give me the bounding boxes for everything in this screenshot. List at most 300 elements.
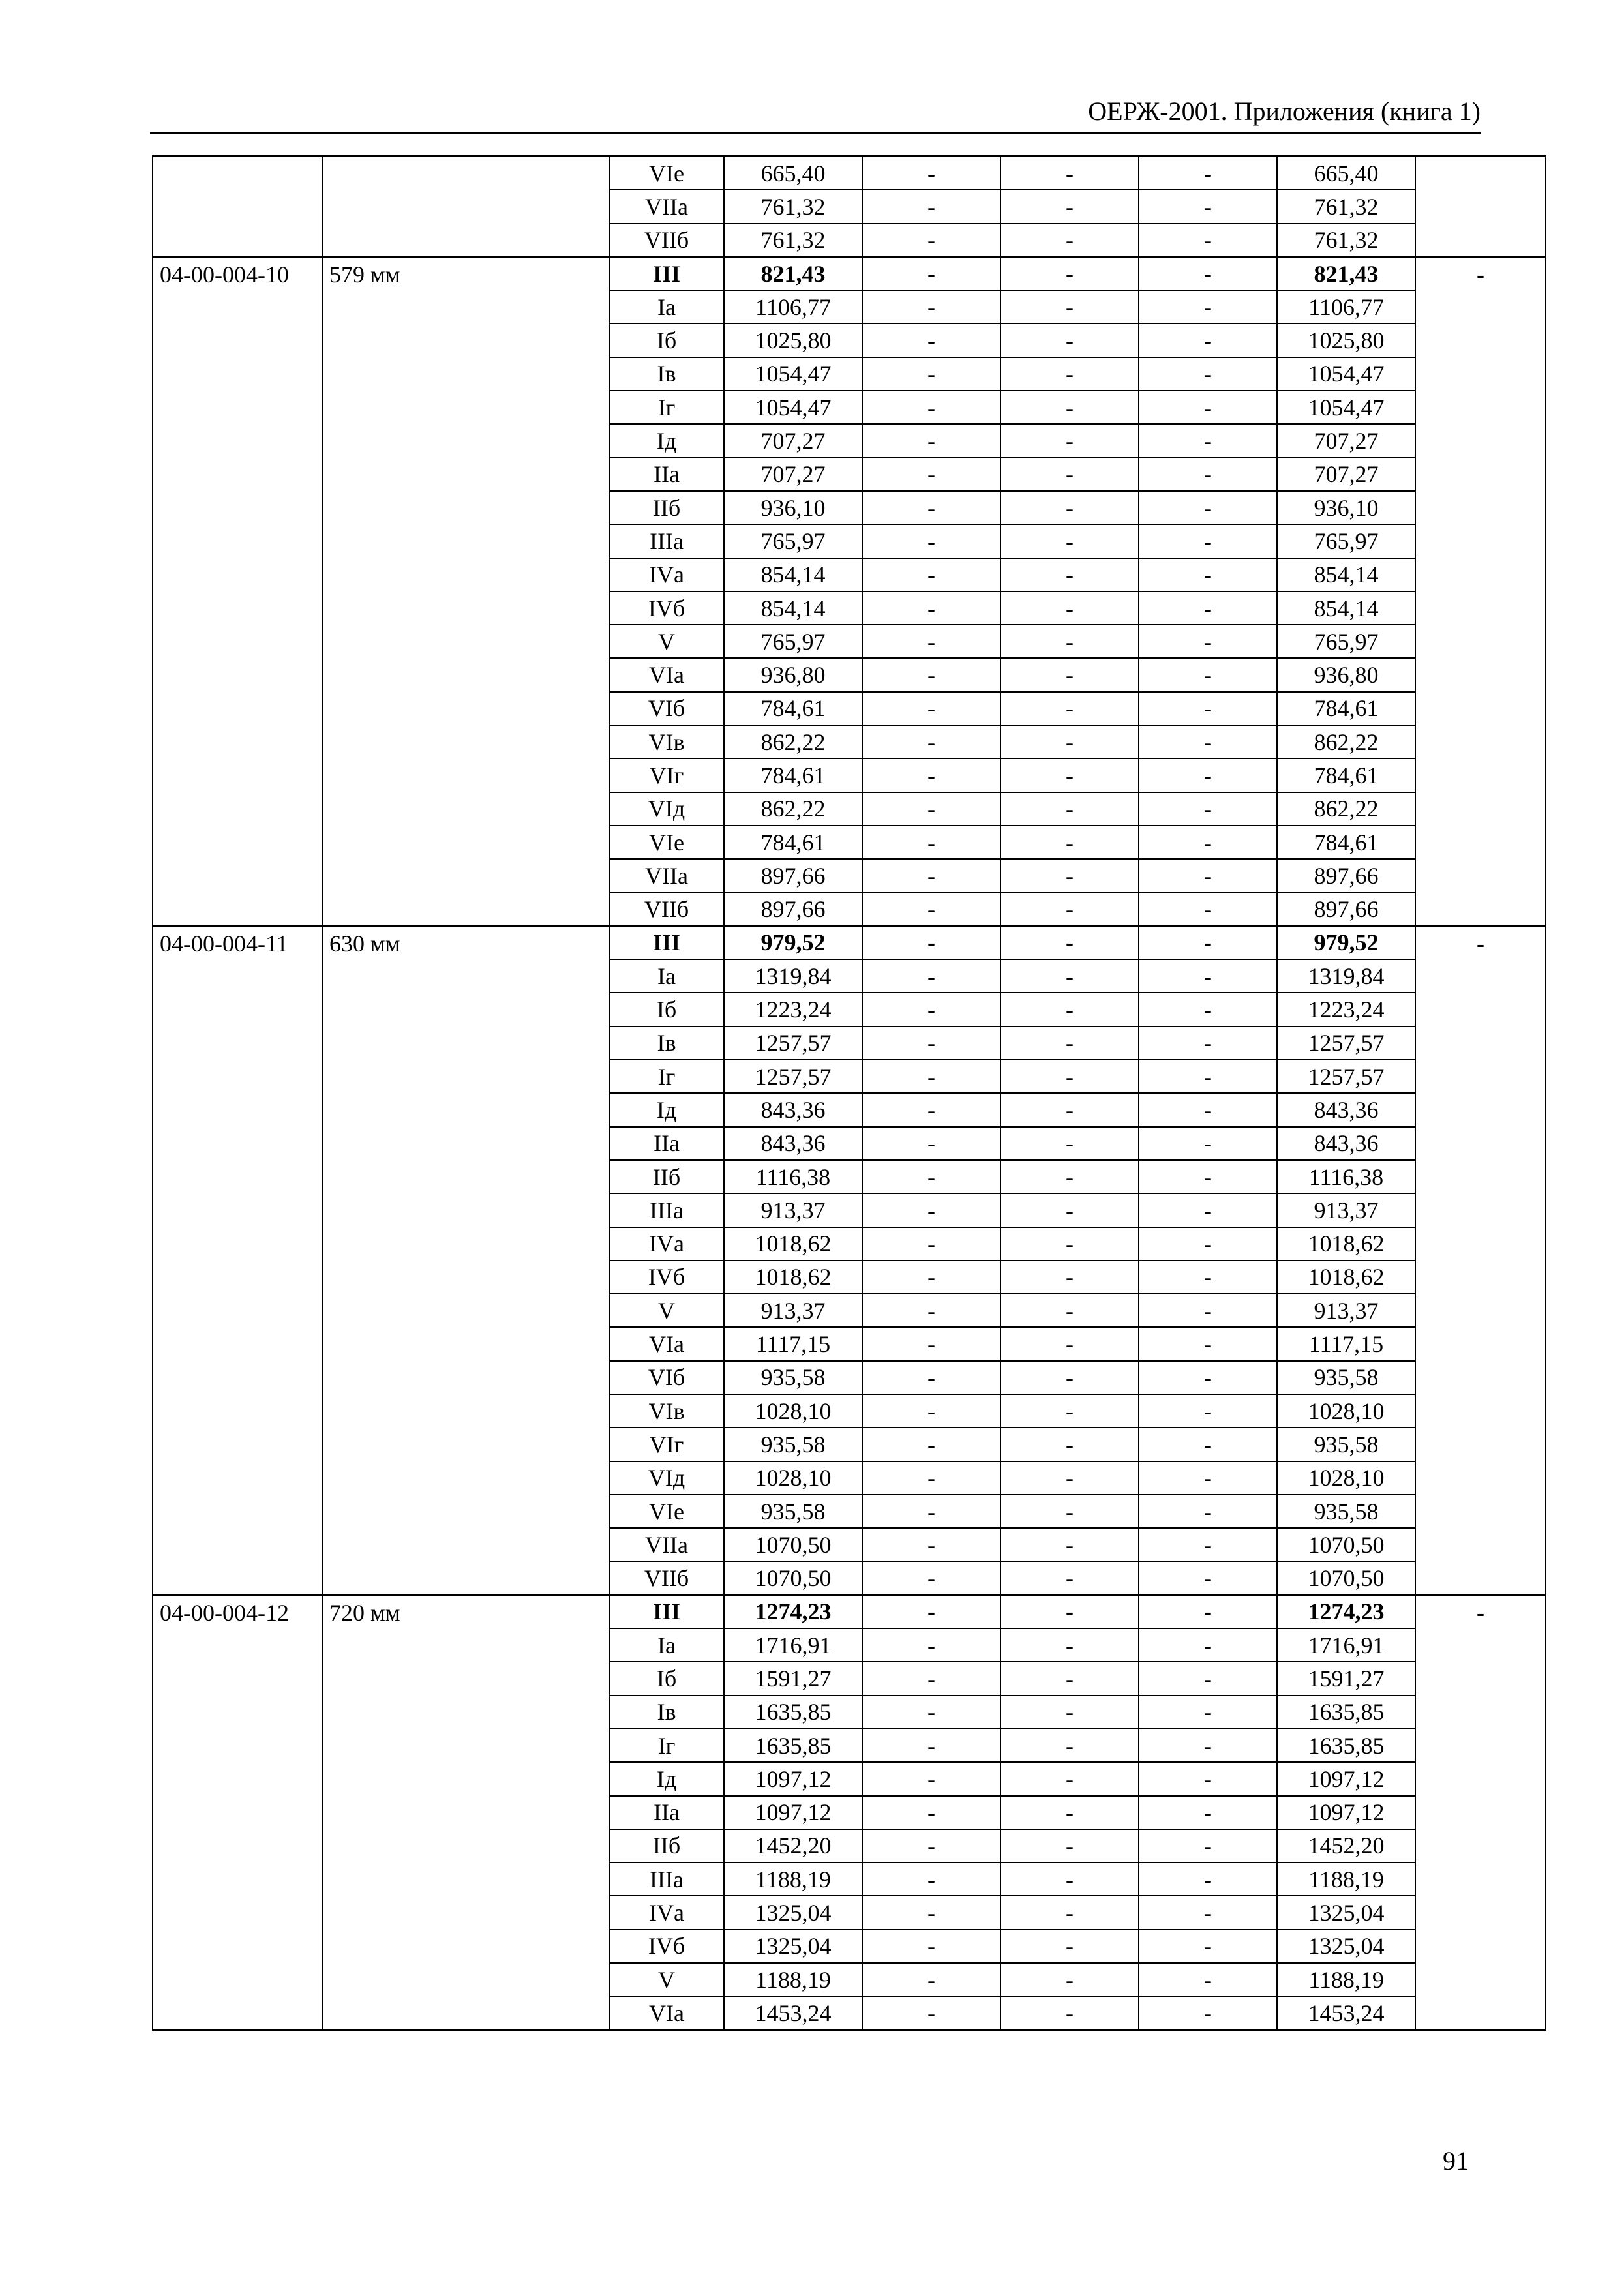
value-cell: -: [1000, 1060, 1139, 1093]
table-row: [153, 1595, 1546, 1628]
value-cell: -: [862, 1394, 1000, 1428]
value-cell: -: [862, 1595, 1000, 1628]
zone-cell: VIа: [609, 1996, 724, 2029]
value-cell: -: [1139, 1160, 1277, 1193]
value-cell: -: [1139, 1361, 1277, 1394]
total-cell: 1257,57: [1277, 1026, 1415, 1060]
value-cell: -: [1000, 1729, 1139, 1762]
value-cell: -: [862, 1093, 1000, 1126]
value-cell: -: [1000, 1996, 1139, 2029]
total-cell: 1716,91: [1277, 1628, 1415, 1662]
total-cell: 1116,38: [1277, 1160, 1415, 1193]
value-cell: -: [1139, 926, 1277, 959]
value-cell: -: [862, 1127, 1000, 1160]
cost-cell: 897,66: [724, 893, 862, 926]
cost-cell: 936,10: [724, 491, 862, 524]
value-cell: -: [862, 1261, 1000, 1294]
value-cell: -: [862, 725, 1000, 758]
value-cell: -: [862, 1327, 1000, 1360]
cost-cell: 1025,80: [724, 323, 862, 357]
value-cell: -: [1000, 157, 1139, 190]
cost-cell: 784,61: [724, 826, 862, 859]
total-cell: 936,10: [1277, 491, 1415, 524]
total-cell: 1070,50: [1277, 1561, 1415, 1594]
total-cell: 1591,27: [1277, 1662, 1415, 1695]
cost-cell: 913,37: [724, 1193, 862, 1227]
value-cell: -: [862, 1662, 1000, 1695]
value-cell: -: [1139, 391, 1277, 424]
value-cell: -: [862, 357, 1000, 391]
table-row: [153, 257, 1546, 290]
zone-cell: VIIа: [609, 859, 724, 892]
item-name-cell: 720 мм: [322, 1595, 609, 2030]
value-cell: -: [1000, 993, 1139, 1026]
total-cell: 1028,10: [1277, 1394, 1415, 1428]
zone-cell: Iб: [609, 1662, 724, 1695]
value-cell: -: [1139, 1394, 1277, 1428]
total-cell: 1635,85: [1277, 1729, 1415, 1762]
value-cell: -: [1000, 1093, 1139, 1126]
zone-cell: IIIа: [609, 1863, 724, 1896]
value-cell: -: [862, 157, 1000, 190]
zone-cell: VIа: [609, 658, 724, 691]
cost-cell: 1054,47: [724, 391, 862, 424]
total-cell: 1025,80: [1277, 323, 1415, 357]
value-cell: -: [862, 257, 1000, 290]
zone-cell: VIв: [609, 725, 724, 758]
value-cell: -: [1000, 224, 1139, 257]
total-cell: 1188,19: [1277, 1963, 1415, 1996]
zone-cell: V: [609, 1294, 724, 1327]
cost-cell: 1325,04: [724, 1896, 862, 1929]
zone-cell: IIб: [609, 1160, 724, 1193]
value-cell: -: [1139, 758, 1277, 792]
header-title: ОЕРЖ-2001. Приложения (книга 1): [1088, 97, 1481, 126]
value-cell: -: [1139, 893, 1277, 926]
value-cell: -: [862, 1829, 1000, 1863]
zone-cell: III: [609, 1595, 724, 1628]
cost-cell: 1028,10: [724, 1461, 862, 1495]
table-body: [153, 157, 1546, 2030]
total-cell: 1018,62: [1277, 1227, 1415, 1261]
value-cell: -: [1000, 257, 1139, 290]
total-cell: 707,27: [1277, 458, 1415, 491]
value-cell: -: [1139, 424, 1277, 457]
value-cell: -: [1000, 1394, 1139, 1428]
value-cell: -: [1000, 1160, 1139, 1193]
value-cell: -: [1139, 1662, 1277, 1695]
total-cell: 1319,84: [1277, 959, 1415, 993]
value-cell: -: [1000, 725, 1139, 758]
value-cell: -: [1000, 391, 1139, 424]
value-cell: -: [1139, 1060, 1277, 1093]
value-cell: -: [1000, 1963, 1139, 1996]
cost-cell: 1635,85: [724, 1696, 862, 1729]
zone-cell: Iг: [609, 391, 724, 424]
value-cell: -: [1139, 959, 1277, 993]
total-cell: 761,32: [1277, 190, 1415, 223]
note-cell: [1415, 157, 1546, 257]
value-cell: -: [1139, 1930, 1277, 1963]
value-cell: -: [1139, 290, 1277, 323]
value-cell: -: [1139, 491, 1277, 524]
value-cell: -: [1000, 357, 1139, 391]
zone-cell: VIIа: [609, 1528, 724, 1561]
total-cell: 897,66: [1277, 859, 1415, 892]
value-cell: -: [862, 826, 1000, 859]
note-cell: -: [1415, 257, 1546, 926]
value-cell: -: [1139, 1428, 1277, 1461]
cost-cell: 854,14: [724, 591, 862, 625]
value-cell: -: [1000, 1495, 1139, 1528]
value-cell: -: [1139, 1762, 1277, 1795]
value-cell: -: [862, 524, 1000, 558]
value-cell: -: [862, 458, 1000, 491]
value-cell: -: [862, 1561, 1000, 1594]
zone-cell: IVб: [609, 591, 724, 625]
value-cell: -: [1139, 1628, 1277, 1662]
cost-cell: 707,27: [724, 424, 862, 457]
total-cell: 862,22: [1277, 725, 1415, 758]
total-cell: 913,37: [1277, 1193, 1415, 1227]
zone-cell: IIб: [609, 491, 724, 524]
value-cell: -: [862, 625, 1000, 658]
value-cell: -: [862, 792, 1000, 826]
total-cell: 707,27: [1277, 424, 1415, 457]
value-cell: -: [1000, 658, 1139, 691]
total-cell: 1274,23: [1277, 1595, 1415, 1628]
value-cell: -: [1139, 224, 1277, 257]
value-cell: -: [1139, 1261, 1277, 1294]
total-cell: 1097,12: [1277, 1796, 1415, 1829]
total-cell: 935,58: [1277, 1495, 1415, 1528]
value-cell: -: [862, 558, 1000, 591]
cost-cell: 1319,84: [724, 959, 862, 993]
value-cell: -: [862, 959, 1000, 993]
cost-cell: 1274,23: [724, 1595, 862, 1628]
value-cell: -: [1000, 1327, 1139, 1360]
zone-cell: VIе: [609, 157, 724, 190]
total-cell: 897,66: [1277, 893, 1415, 926]
value-cell: -: [1139, 1963, 1277, 1996]
zone-cell: Iб: [609, 993, 724, 1026]
value-cell: -: [862, 1361, 1000, 1394]
total-cell: 854,14: [1277, 558, 1415, 591]
value-cell: -: [1139, 157, 1277, 190]
cost-cell: 935,58: [724, 1495, 862, 1528]
value-cell: -: [1000, 1461, 1139, 1495]
cost-cell: 1188,19: [724, 1963, 862, 1996]
zone-cell: IVа: [609, 558, 724, 591]
cost-cell: 862,22: [724, 725, 862, 758]
value-cell: -: [1139, 357, 1277, 391]
value-cell: -: [1000, 1561, 1139, 1594]
total-cell: 1054,47: [1277, 391, 1415, 424]
price-table: [152, 155, 1546, 2031]
table-row: [153, 157, 1546, 190]
cost-cell: 1106,77: [724, 290, 862, 323]
value-cell: -: [1139, 190, 1277, 223]
cost-cell: 1054,47: [724, 357, 862, 391]
total-cell: 1325,04: [1277, 1930, 1415, 1963]
value-cell: -: [1000, 792, 1139, 826]
zone-cell: VIIб: [609, 893, 724, 926]
value-cell: -: [862, 658, 1000, 691]
zone-cell: VIIб: [609, 1561, 724, 1594]
zone-cell: V: [609, 625, 724, 658]
value-cell: -: [1139, 1294, 1277, 1327]
zone-cell: VIв: [609, 1394, 724, 1428]
cost-cell: 979,52: [724, 926, 862, 959]
value-cell: -: [862, 1628, 1000, 1662]
cost-cell: 1028,10: [724, 1394, 862, 1428]
cost-cell: 1070,50: [724, 1528, 862, 1561]
total-cell: 1018,62: [1277, 1261, 1415, 1294]
cost-cell: 1635,85: [724, 1729, 862, 1762]
value-cell: -: [862, 491, 1000, 524]
zone-cell: IIа: [609, 458, 724, 491]
total-cell: 1028,10: [1277, 1461, 1415, 1495]
cost-cell: 1453,24: [724, 1996, 862, 2029]
zone-cell: IVа: [609, 1227, 724, 1261]
cost-cell: 843,36: [724, 1127, 862, 1160]
value-cell: -: [862, 1796, 1000, 1829]
zone-cell: Iв: [609, 1026, 724, 1060]
cost-cell: 707,27: [724, 458, 862, 491]
total-cell: 784,61: [1277, 758, 1415, 792]
zone-cell: III: [609, 257, 724, 290]
value-cell: -: [1000, 1261, 1139, 1294]
note-cell: -: [1415, 926, 1546, 1595]
value-cell: -: [1139, 323, 1277, 357]
value-cell: -: [1139, 1495, 1277, 1528]
value-cell: -: [1000, 1294, 1139, 1327]
value-cell: -: [862, 1227, 1000, 1261]
cost-cell: 854,14: [724, 558, 862, 591]
value-cell: -: [862, 290, 1000, 323]
total-cell: 1257,57: [1277, 1060, 1415, 1093]
value-cell: -: [1000, 591, 1139, 625]
zone-cell: Iб: [609, 323, 724, 357]
zone-cell: V: [609, 1963, 724, 1996]
cost-cell: 936,80: [724, 658, 862, 691]
cost-cell: 935,58: [724, 1361, 862, 1394]
value-cell: -: [1000, 424, 1139, 457]
cost-cell: 765,97: [724, 625, 862, 658]
zone-cell: VIб: [609, 1361, 724, 1394]
total-cell: 1097,12: [1277, 1762, 1415, 1795]
total-cell: 1070,50: [1277, 1528, 1415, 1561]
cost-cell: 821,43: [724, 257, 862, 290]
total-cell: 1223,24: [1277, 993, 1415, 1026]
value-cell: -: [862, 859, 1000, 892]
zone-cell: IIа: [609, 1127, 724, 1160]
value-cell: -: [862, 758, 1000, 792]
total-cell: 1452,20: [1277, 1829, 1415, 1863]
price-code-cell: 04-00-004-10: [153, 257, 322, 926]
value-cell: -: [1139, 458, 1277, 491]
value-cell: -: [1139, 1127, 1277, 1160]
value-cell: -: [862, 1160, 1000, 1193]
value-cell: -: [1000, 1628, 1139, 1662]
value-cell: -: [1139, 1996, 1277, 2029]
zone-cell: VIIб: [609, 224, 724, 257]
value-cell: -: [1000, 625, 1139, 658]
value-cell: -: [1000, 758, 1139, 792]
zone-cell: IIб: [609, 1829, 724, 1863]
total-cell: 1635,85: [1277, 1696, 1415, 1729]
value-cell: -: [862, 1461, 1000, 1495]
value-cell: -: [862, 591, 1000, 625]
cost-cell: 862,22: [724, 792, 862, 826]
price-code-cell: 04-00-004-11: [153, 926, 322, 1595]
cost-cell: 1018,62: [724, 1261, 862, 1294]
zone-cell: VIд: [609, 1461, 724, 1495]
value-cell: -: [1000, 926, 1139, 959]
value-cell: -: [1000, 1227, 1139, 1261]
value-cell: -: [1139, 692, 1277, 725]
value-cell: -: [862, 1863, 1000, 1896]
zone-cell: Iг: [609, 1729, 724, 1762]
zone-cell: IVб: [609, 1930, 724, 1963]
value-cell: -: [862, 1930, 1000, 1963]
total-cell: 765,97: [1277, 524, 1415, 558]
value-cell: -: [1139, 792, 1277, 826]
zone-cell: Iд: [609, 1762, 724, 1795]
value-cell: -: [862, 323, 1000, 357]
total-cell: 1106,77: [1277, 290, 1415, 323]
cost-cell: 1117,15: [724, 1327, 862, 1360]
value-cell: -: [1000, 859, 1139, 892]
value-cell: -: [1139, 1729, 1277, 1762]
value-cell: -: [1139, 1528, 1277, 1561]
value-cell: -: [862, 1528, 1000, 1561]
cost-cell: 1591,27: [724, 1662, 862, 1695]
zone-cell: VIд: [609, 792, 724, 826]
total-cell: 935,58: [1277, 1428, 1415, 1461]
cost-cell: 1097,12: [724, 1796, 862, 1829]
zone-cell: VIе: [609, 826, 724, 859]
value-cell: -: [862, 1193, 1000, 1227]
cost-cell: 897,66: [724, 859, 862, 892]
total-cell: 765,97: [1277, 625, 1415, 658]
zone-cell: III: [609, 926, 724, 959]
value-cell: -: [1000, 1361, 1139, 1394]
value-cell: -: [1139, 658, 1277, 691]
total-cell: 761,32: [1277, 224, 1415, 257]
value-cell: -: [1139, 1829, 1277, 1863]
total-cell: 1054,47: [1277, 357, 1415, 391]
value-cell: -: [862, 1762, 1000, 1795]
zone-cell: VIе: [609, 1495, 724, 1528]
value-cell: -: [1139, 1863, 1277, 1896]
page-number: 91: [1443, 2146, 1469, 2176]
zone-cell: Iв: [609, 357, 724, 391]
value-cell: -: [1139, 993, 1277, 1026]
cost-cell: 784,61: [724, 758, 862, 792]
zone-cell: Iв: [609, 1696, 724, 1729]
item-name-cell: 630 мм: [322, 926, 609, 1595]
value-cell: -: [1000, 1528, 1139, 1561]
value-cell: -: [1000, 1127, 1139, 1160]
value-cell: -: [1139, 1896, 1277, 1929]
total-cell: 843,36: [1277, 1127, 1415, 1160]
value-cell: -: [1139, 257, 1277, 290]
total-cell: 862,22: [1277, 792, 1415, 826]
zone-cell: IIIа: [609, 1193, 724, 1227]
total-cell: 1117,15: [1277, 1327, 1415, 1360]
zone-cell: Iа: [609, 1628, 724, 1662]
value-cell: -: [1139, 558, 1277, 591]
value-cell: -: [1000, 1796, 1139, 1829]
total-cell: 1453,24: [1277, 1996, 1415, 2029]
zone-cell: VIа: [609, 1327, 724, 1360]
value-cell: -: [862, 1729, 1000, 1762]
value-cell: -: [1000, 1428, 1139, 1461]
value-cell: -: [862, 926, 1000, 959]
zone-cell: IIа: [609, 1796, 724, 1829]
cost-cell: 761,32: [724, 190, 862, 223]
value-cell: -: [1000, 458, 1139, 491]
value-cell: -: [862, 1896, 1000, 1929]
cost-cell: 765,97: [724, 524, 862, 558]
value-cell: -: [1000, 1026, 1139, 1060]
total-cell: 843,36: [1277, 1093, 1415, 1126]
note-cell: -: [1415, 1595, 1546, 2030]
value-cell: -: [862, 893, 1000, 926]
zone-cell: VIг: [609, 1428, 724, 1461]
value-cell: -: [862, 1294, 1000, 1327]
cost-cell: 1257,57: [724, 1026, 862, 1060]
total-cell: 913,37: [1277, 1294, 1415, 1327]
zone-cell: VIг: [609, 758, 724, 792]
value-cell: -: [1139, 1595, 1277, 1628]
page-header: [150, 91, 1481, 134]
cost-cell: 1116,38: [724, 1160, 862, 1193]
value-cell: -: [862, 391, 1000, 424]
value-cell: -: [1000, 491, 1139, 524]
cost-cell: 935,58: [724, 1428, 862, 1461]
value-cell: -: [1139, 1026, 1277, 1060]
value-cell: -: [1000, 1696, 1139, 1729]
total-cell: 854,14: [1277, 591, 1415, 625]
value-cell: -: [862, 1963, 1000, 1996]
value-cell: -: [1139, 591, 1277, 625]
value-cell: -: [1000, 1863, 1139, 1896]
value-cell: -: [1000, 1930, 1139, 1963]
value-cell: -: [862, 993, 1000, 1026]
zone-cell: Iд: [609, 1093, 724, 1126]
value-cell: -: [862, 1996, 1000, 2029]
price-code-cell: 04-00-004-12: [153, 1595, 322, 2030]
total-cell: 936,80: [1277, 658, 1415, 691]
value-cell: -: [862, 1060, 1000, 1093]
value-cell: -: [1000, 1762, 1139, 1795]
total-cell: 821,43: [1277, 257, 1415, 290]
value-cell: -: [1139, 524, 1277, 558]
zone-cell: IIIа: [609, 524, 724, 558]
value-cell: -: [1139, 826, 1277, 859]
value-cell: -: [1139, 859, 1277, 892]
item-name-cell: 579 мм: [322, 257, 609, 926]
cost-cell: 1452,20: [724, 1829, 862, 1863]
value-cell: -: [1000, 959, 1139, 993]
value-cell: -: [862, 424, 1000, 457]
value-cell: -: [1139, 725, 1277, 758]
value-cell: -: [1000, 1193, 1139, 1227]
total-cell: 784,61: [1277, 826, 1415, 859]
total-cell: 1325,04: [1277, 1896, 1415, 1929]
